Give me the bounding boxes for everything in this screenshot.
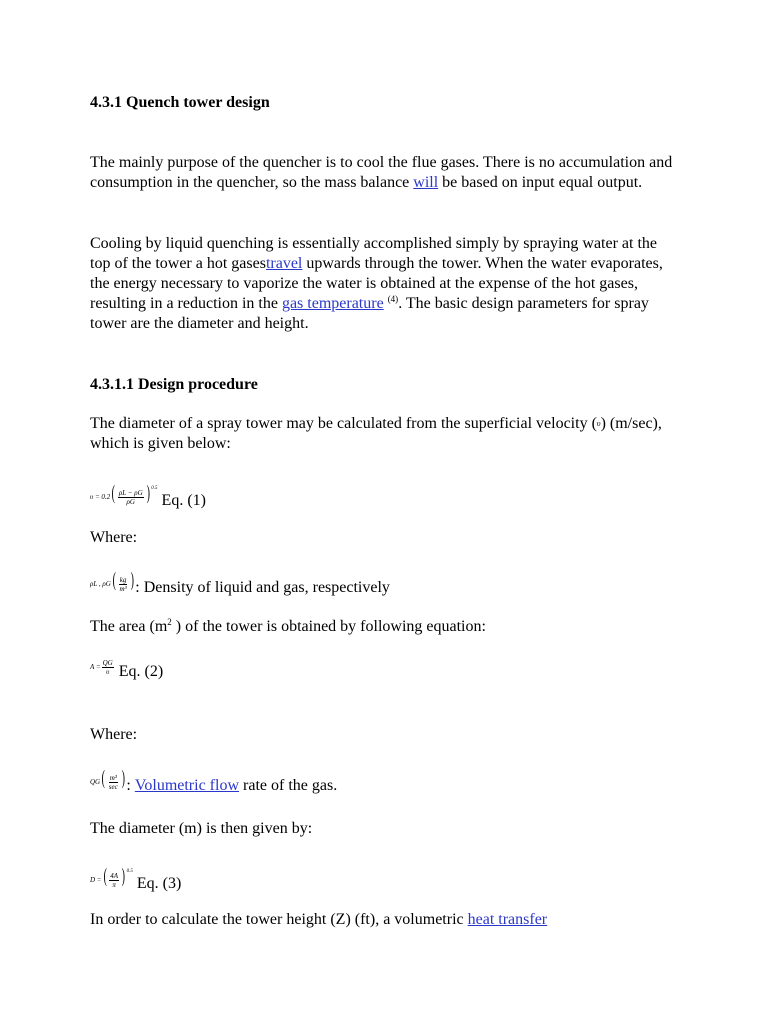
density-symbols-text: ρL , ρG <box>90 580 111 588</box>
paragraph-diameter-intro <box>90 414 680 454</box>
equation-1-label: Eq. (1) <box>161 492 206 509</box>
paragraph-text: be based on input equal output. <box>438 174 643 191</box>
flow-symbol-text: QG <box>90 778 101 786</box>
paragraph-text: The diameter of a spray tower may be calculated from the superficial velocity ( <box>90 415 597 432</box>
equation-3-label: Eq. (3) <box>136 875 182 892</box>
flow-symbol: QG( $\frac{\text{m³}}{\sec}$ ) <box>90 767 125 791</box>
flow-unit-numerator: m³ <box>109 773 117 782</box>
equation-3-lhs: D = <box>90 876 102 884</box>
paragraph-purpose <box>90 153 680 193</box>
equation-2 <box>90 657 115 677</box>
paragraph-diameter: The diameter (m) is then given by: <box>90 820 313 837</box>
equation-1-row <box>90 479 206 507</box>
paragraph-text: The mainly purpose of the quencher is to cool the flue gases. There is no accumulation and consumption in the quencher, so the mass balance <box>90 154 673 191</box>
velocity-symbol: υ <box>596 419 601 428</box>
equation-2-denominator: υ <box>106 667 110 676</box>
equation-1-denominator: ρG <box>126 497 135 506</box>
equation-3-denominator: π <box>112 880 116 889</box>
link-travel[interactable]: travel <box>265 255 303 272</box>
definition-density-row <box>90 570 390 594</box>
flow-unit-denominator: sec <box>108 782 118 791</box>
paragraph-height <box>90 910 680 930</box>
paragraph-text: The area (m <box>90 618 168 635</box>
equation-2-numerator: QG <box>102 658 113 667</box>
paragraph-text: ) (m/sec), which is given below: <box>90 415 662 452</box>
paragraph-area-intro <box>90 617 680 637</box>
flow-definition-text: rate of the gas. <box>239 777 338 794</box>
paragraph-cooling <box>90 234 680 334</box>
equation-3-exponent: 0.5 <box>126 869 133 874</box>
equation-3-row <box>90 862 181 890</box>
equation-3-numerator: 4A <box>110 871 118 880</box>
subsection-heading: 4.3.1.1 Design procedure <box>90 376 258 393</box>
section-heading: 4.3.1 Quench tower design <box>90 94 270 111</box>
paragraph-text: Cooling by liquid quenching is essentially accomplished simply by spraying water at the top of the tower a hot gases <box>90 235 658 272</box>
density-unit-denominator: m³ <box>119 584 127 593</box>
equation-1-exponent: 0.5 <box>151 486 158 491</box>
density-unit-numerator: kg <box>119 575 127 584</box>
where-label-2: Where: <box>90 726 138 743</box>
equation-2-label: Eq. (2) <box>118 663 164 680</box>
equation-2-lhs: A = <box>90 663 101 671</box>
paragraph-text: In order to calculate the tower height (Z) (ft), a volumetric <box>90 911 468 928</box>
flow-separator: : <box>126 777 135 794</box>
reference-marker: (4) <box>387 294 399 304</box>
link-volumetric-flow[interactable]: Volumetric flow <box>134 777 240 794</box>
paragraph-text: ) of the tower is obtained by following equation: <box>171 618 486 635</box>
superscript-2: 2 <box>167 617 172 627</box>
density-definition-text: : Density of liquid and gas, respectively <box>135 579 390 596</box>
definition-flow-row <box>90 768 337 792</box>
density-symbols: ρL , ρG( $\frac{kg}{\text{m³}}$ ) <box>90 569 134 593</box>
where-label-1: Where: <box>90 529 138 546</box>
paragraph-text: . The basic design parameters for spray tower are the diameter and height. <box>90 295 649 332</box>
paragraph-text: upwards through the tower. When the water evaporates, the energy necessary to vaporize the water is obtained at the expense of the hot gases, resulting in a reduction in the <box>90 255 663 312</box>
equation-3: D =( $\frac{4A}{\pi}$ ) $^{0.5}$ <box>90 865 133 889</box>
equation-1-lhs: υ = 0.2 <box>90 493 111 501</box>
link-gas-temperature[interactable]: gas temperature <box>281 295 384 312</box>
equation-1: υ = 0.2( $\frac{\rho L - \rho G}{\rho G}$ ) $^{0.5}$ <box>90 482 158 506</box>
link-will[interactable]: will <box>413 174 439 191</box>
equation-2-row <box>90 657 164 680</box>
equation-1-numerator: ρL − ρG <box>118 488 143 497</box>
link-heat-transfer[interactable]: heat transfer <box>467 911 548 928</box>
